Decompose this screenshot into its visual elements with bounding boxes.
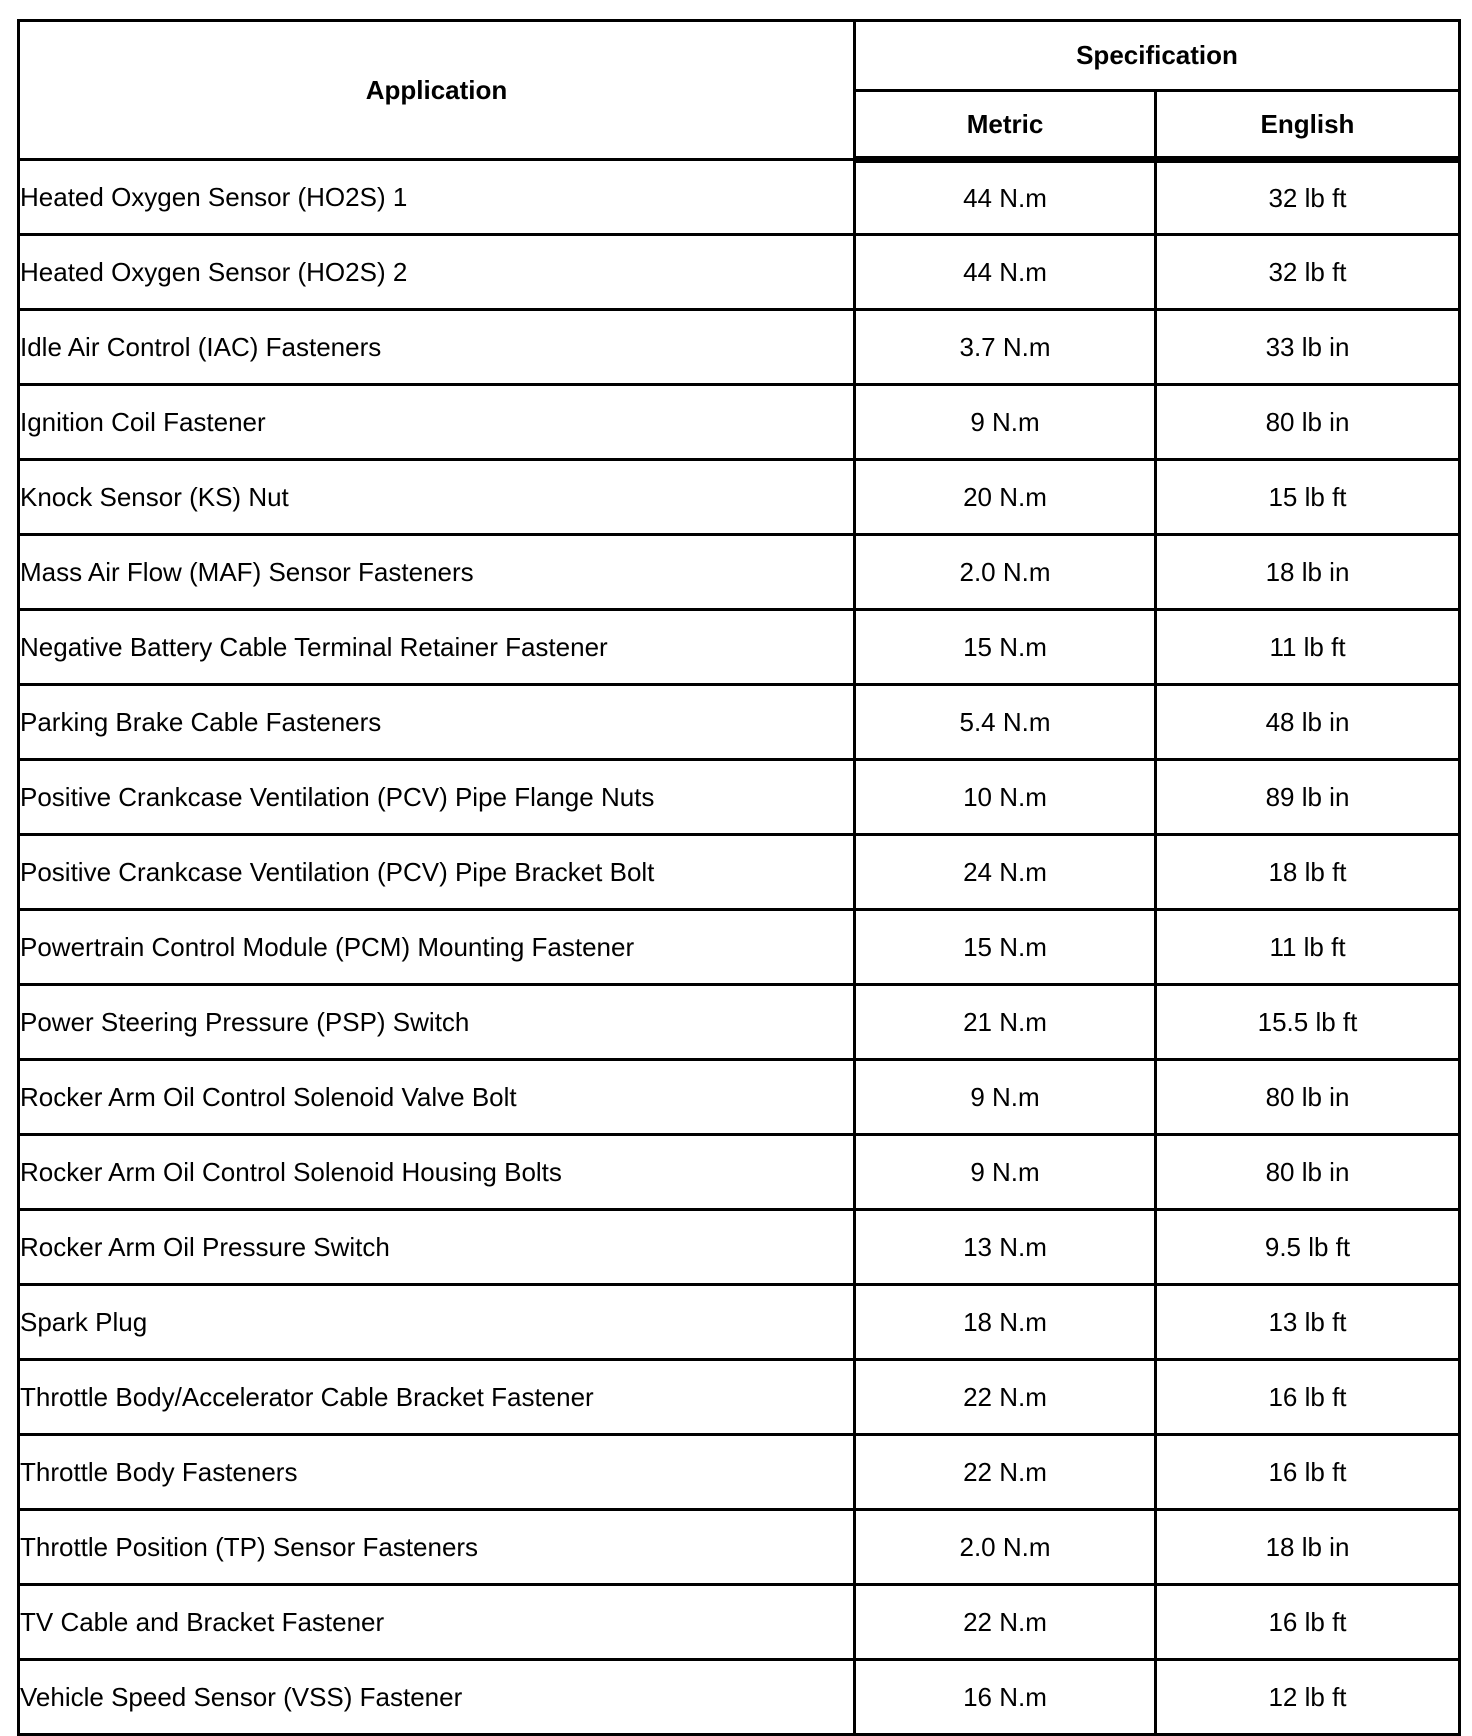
english-cell: 80 lb in — [1156, 1060, 1460, 1135]
english-cell: 16 lb ft — [1156, 1585, 1460, 1660]
metric-cell: 9 N.m — [855, 385, 1156, 460]
english-cell: 12 lb ft — [1156, 1660, 1460, 1735]
english-cell: 32 lb ft — [1156, 235, 1460, 310]
english-cell: 18 lb in — [1156, 535, 1460, 610]
application-cell: Positive Crankcase Ventilation (PCV) Pipe Flange Nuts — [19, 760, 855, 835]
english-column-header: English — [1156, 91, 1460, 160]
table-row — [19, 460, 1460, 535]
application-cell: Spark Plug — [19, 1285, 855, 1360]
application-cell: Negative Battery Cable Terminal Retainer Fastener — [19, 610, 855, 685]
application-cell: Vehicle Speed Sensor (VSS) Fastener — [19, 1660, 855, 1735]
application-cell: Rocker Arm Oil Control Solenoid Housing Bolts — [19, 1135, 855, 1210]
table-row — [19, 1510, 1460, 1585]
english-cell: 32 lb ft — [1156, 160, 1460, 235]
table-row — [19, 760, 1460, 835]
english-cell: 16 lb ft — [1156, 1435, 1460, 1510]
metric-cell: 2.0 N.m — [855, 535, 1156, 610]
metric-cell: 24 N.m — [855, 835, 1156, 910]
english-cell: 9.5 lb ft — [1156, 1210, 1460, 1285]
application-column-header: Application — [19, 21, 855, 160]
metric-cell: 22 N.m — [855, 1435, 1156, 1510]
metric-cell: 15 N.m — [855, 610, 1156, 685]
application-cell: Ignition Coil Fastener — [19, 385, 855, 460]
application-cell: Heated Oxygen Sensor (HO2S) 1 — [19, 160, 855, 235]
metric-cell: 13 N.m — [855, 1210, 1156, 1285]
application-cell: Mass Air Flow (MAF) Sensor Fasteners — [19, 535, 855, 610]
metric-cell: 9 N.m — [855, 1060, 1156, 1135]
table-header — [19, 21, 1460, 160]
table-row — [19, 535, 1460, 610]
table-row — [19, 385, 1460, 460]
table-body — [19, 160, 1460, 1735]
english-cell: 89 lb in — [1156, 760, 1460, 835]
metric-cell: 15 N.m — [855, 910, 1156, 985]
english-cell: 18 lb ft — [1156, 835, 1460, 910]
english-cell: 33 lb in — [1156, 310, 1460, 385]
metric-cell: 16 N.m — [855, 1660, 1156, 1735]
header-row-top — [19, 21, 1460, 91]
metric-column-header: Metric — [855, 91, 1156, 160]
metric-cell: 18 N.m — [855, 1285, 1156, 1360]
table-row — [19, 685, 1460, 760]
metric-cell: 10 N.m — [855, 760, 1156, 835]
table-row — [19, 1435, 1460, 1510]
application-cell: Idle Air Control (IAC) Fasteners — [19, 310, 855, 385]
english-cell: 80 lb in — [1156, 385, 1460, 460]
english-cell: 15 lb ft — [1156, 460, 1460, 535]
application-cell: Heated Oxygen Sensor (HO2S) 2 — [19, 235, 855, 310]
table-row — [19, 1060, 1460, 1135]
english-cell: 48 lb in — [1156, 685, 1460, 760]
table-row — [19, 1360, 1460, 1435]
metric-cell: 21 N.m — [855, 985, 1156, 1060]
application-cell: Rocker Arm Oil Pressure Switch — [19, 1210, 855, 1285]
english-cell: 18 lb in — [1156, 1510, 1460, 1585]
english-cell: 16 lb ft — [1156, 1360, 1460, 1435]
english-cell: 13 lb ft — [1156, 1285, 1460, 1360]
english-cell: 80 lb in — [1156, 1135, 1460, 1210]
metric-cell: 22 N.m — [855, 1585, 1156, 1660]
application-cell: Throttle Position (TP) Sensor Fasteners — [19, 1510, 855, 1585]
application-cell: Parking Brake Cable Fasteners — [19, 685, 855, 760]
table-row — [19, 610, 1460, 685]
metric-cell: 3.7 N.m — [855, 310, 1156, 385]
table-row — [19, 1210, 1460, 1285]
table-row — [19, 1585, 1460, 1660]
english-cell: 15.5 lb ft — [1156, 985, 1460, 1060]
table-row — [19, 1660, 1460, 1735]
application-cell: Rocker Arm Oil Control Solenoid Valve Bolt — [19, 1060, 855, 1135]
application-cell: Throttle Body/Accelerator Cable Bracket Fastener — [19, 1360, 855, 1435]
specification-group-header: Specification — [855, 21, 1460, 91]
metric-cell: 5.4 N.m — [855, 685, 1156, 760]
table-row — [19, 310, 1460, 385]
table-row — [19, 985, 1460, 1060]
metric-cell: 22 N.m — [855, 1360, 1156, 1435]
english-cell: 11 lb ft — [1156, 610, 1460, 685]
table-row — [19, 910, 1460, 985]
application-cell: TV Cable and Bracket Fastener — [19, 1585, 855, 1660]
table-row — [19, 235, 1460, 310]
application-cell: Power Steering Pressure (PSP) Switch — [19, 985, 855, 1060]
metric-cell: 44 N.m — [855, 235, 1156, 310]
metric-cell: 20 N.m — [855, 460, 1156, 535]
metric-cell: 2.0 N.m — [855, 1510, 1156, 1585]
fastener-torque-table — [17, 19, 1461, 1736]
metric-cell: 9 N.m — [855, 1135, 1156, 1210]
application-cell: Knock Sensor (KS) Nut — [19, 460, 855, 535]
application-cell: Positive Crankcase Ventilation (PCV) Pipe Bracket Bolt — [19, 835, 855, 910]
table-row — [19, 160, 1460, 235]
application-cell: Throttle Body Fasteners — [19, 1435, 855, 1510]
application-cell: Powertrain Control Module (PCM) Mounting Fastener — [19, 910, 855, 985]
table-row — [19, 1135, 1460, 1210]
english-cell: 11 lb ft — [1156, 910, 1460, 985]
table-row — [19, 1285, 1460, 1360]
table-row — [19, 835, 1460, 910]
metric-cell: 44 N.m — [855, 160, 1156, 235]
